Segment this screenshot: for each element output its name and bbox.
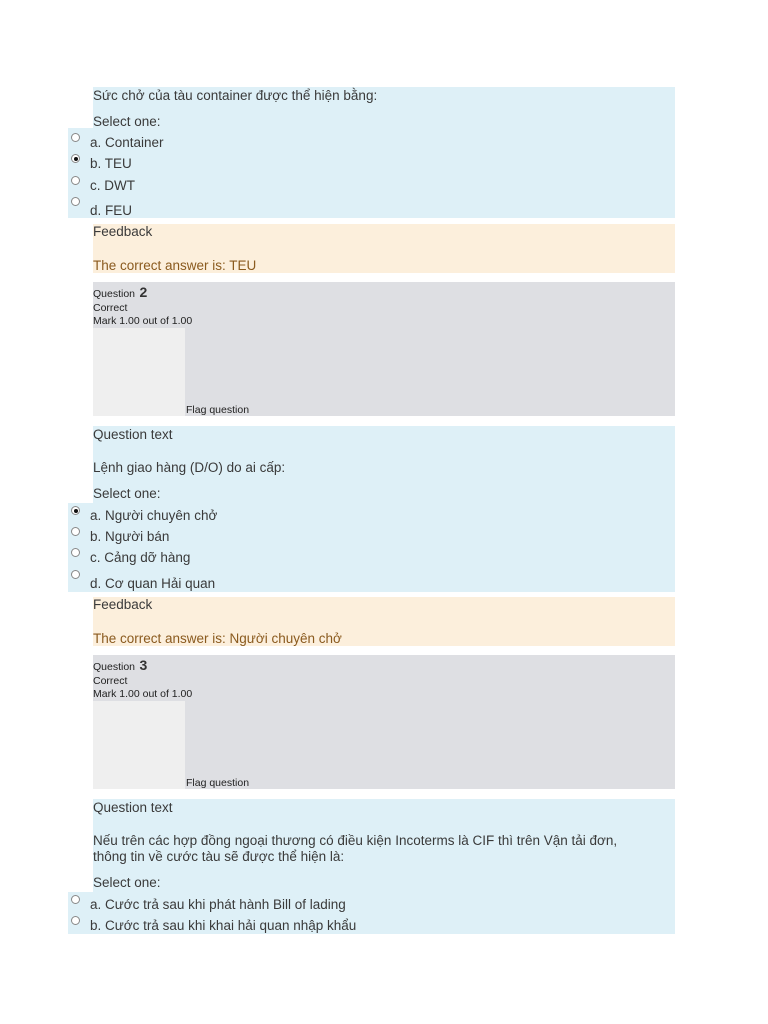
q1-option-b-radio[interactable] — [71, 154, 80, 163]
q3-answer-panel — [93, 799, 675, 934]
q2-question-text-title: Question text — [93, 427, 173, 442]
q3-prompt-line1: Nếu trên các hợp đồng ngoại thương có điều kiện Incoterms là CIF thì trên Vận tải đơn, — [93, 833, 618, 848]
q1-option-c-radio[interactable] — [71, 176, 80, 185]
q3-flag-question-link[interactable]: Flag question — [186, 777, 250, 789]
q3-question-word: Question — [93, 661, 136, 673]
q1-option-d-label[interactable]: d. FEU — [90, 203, 133, 218]
q2-flag-area — [93, 328, 185, 416]
q2-question-word: Question — [93, 288, 136, 300]
q2-feedback-text: The correct answer is: Người chuyên chở — [93, 631, 342, 646]
q1-option-b-label[interactable]: b. TEU — [90, 156, 132, 171]
q3-question-number: 3 — [139, 657, 148, 673]
q2-option-b-label[interactable]: b. Người bán — [90, 529, 170, 544]
q2-flag-question-link[interactable]: Flag question — [186, 404, 250, 416]
q3-option-b-radio[interactable] — [71, 916, 80, 925]
q3-status: Correct — [93, 675, 128, 687]
q2-option-b-radio[interactable] — [71, 527, 80, 536]
q3-option-a-label[interactable]: a. Cước trả sau khi phát hành Bill of lading — [90, 897, 346, 912]
q2-option-a-label[interactable]: a. Người chuyên chở — [90, 508, 218, 523]
q3-prompt-line2: thông tin về cước tàu sẽ được thể hiện là: — [93, 849, 345, 864]
q3-mark: Mark 1.00 out of 1.00 — [93, 688, 193, 700]
q1-prompt: Sức chở của tàu container được thể hiện bằng: — [93, 88, 378, 103]
q3-option-b-label[interactable]: b. Cước trả sau khi khai hải quan nhập khẩu — [90, 918, 357, 933]
q2-option-d-label[interactable]: d. Cơ quan Hải quan — [90, 576, 216, 591]
q2-prompt: Lệnh giao hàng (D/O) do ai cấp: — [93, 460, 286, 475]
q3-heading — [93, 657, 147, 675]
q2-feedback-title: Feedback — [93, 597, 153, 612]
q1-select-one: Select one: — [93, 114, 161, 129]
q2-heading — [93, 284, 147, 302]
q3-option-a-radio[interactable] — [71, 895, 80, 904]
q1-option-a-radio[interactable] — [71, 133, 80, 142]
q2-select-one: Select one: — [93, 486, 161, 501]
q1-option-d-radio[interactable] — [71, 197, 80, 206]
q2-question-number: 2 — [139, 284, 148, 300]
q1-option-a-label[interactable]: a. Container — [90, 135, 164, 150]
q1-feedback-text: The correct answer is: TEU — [93, 258, 257, 273]
q3-select-one: Select one: — [93, 875, 161, 890]
q3-question-text-title: Question text — [93, 800, 173, 815]
q2-option-c-label[interactable]: c. Cảng dỡ hàng — [90, 550, 191, 565]
q2-option-a-radio[interactable] — [71, 506, 80, 515]
q2-option-c-radio[interactable] — [71, 548, 80, 557]
q1-answer-panel — [93, 87, 675, 218]
q2-option-d-radio[interactable] — [71, 570, 80, 579]
q3-flag-area — [93, 701, 185, 789]
q2-status: Correct — [93, 302, 128, 314]
q2-mark: Mark 1.00 out of 1.00 — [93, 315, 193, 327]
q1-option-c-label[interactable]: c. DWT — [90, 178, 135, 193]
q1-feedback-title: Feedback — [93, 224, 153, 239]
